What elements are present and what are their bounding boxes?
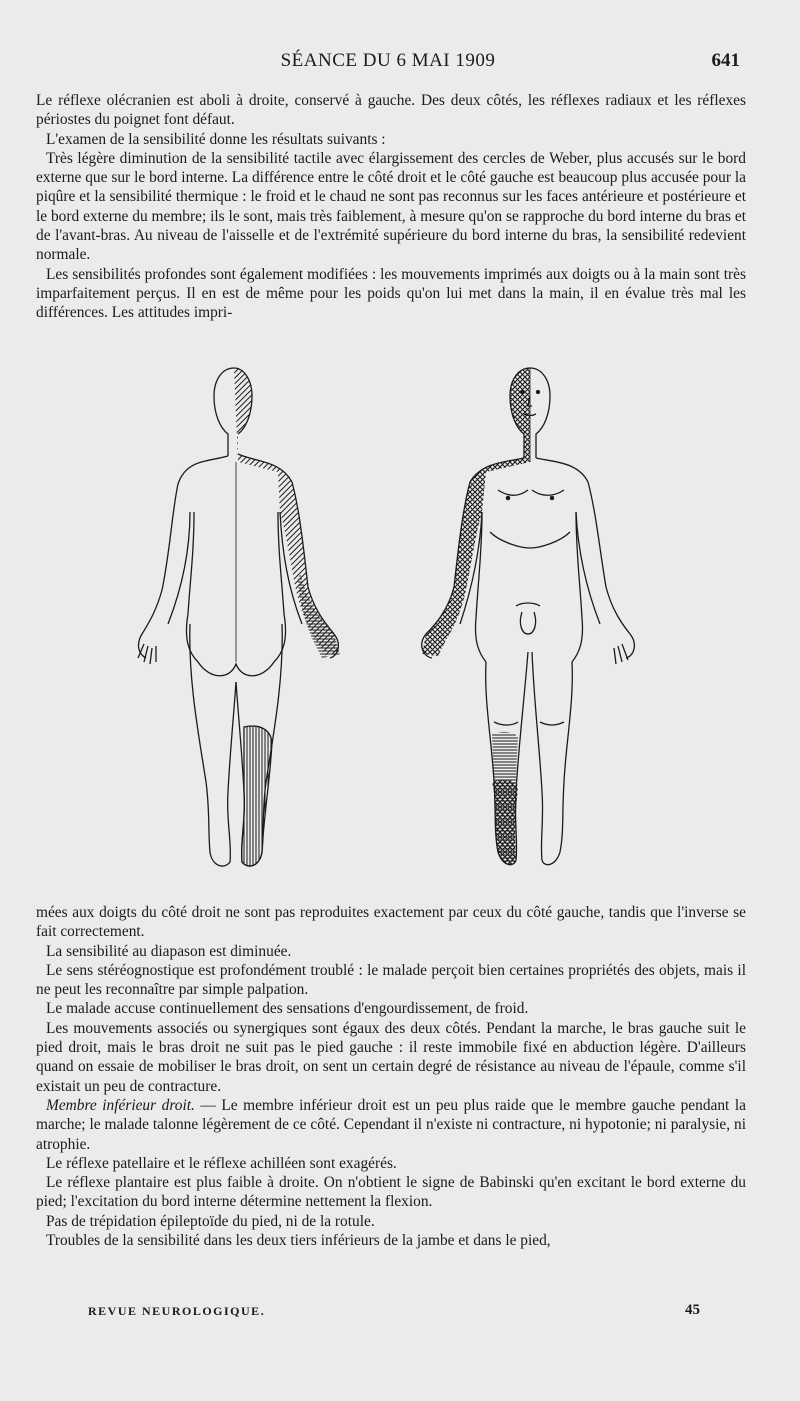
paragraph-text: — Le membre inférieur droit est un peu plus raide que le membre gauche pendant la marche; le malade talonne légèrement de ce côté. Cependant il n'existe ni contracture, ni hypotonie; ni paralysie, ni atrophie. bbox=[36, 1096, 746, 1153]
back-view-figure bbox=[138, 368, 340, 866]
paragraph: mées aux doigts du côté droit ne sont pas reproduites exactement par ceux du côté gauche, tandis que l'inverse se fait correctement. bbox=[36, 904, 746, 941]
page-number: 641 bbox=[711, 50, 740, 71]
front-view-figure bbox=[422, 368, 635, 865]
paragraph: Les mouvements associés ou synergiques sont égaux des deux côtés. Pendant la marche, le bras gauche suit le pied droit, mais le bras droit ne suit pas le pied gauche : il reste immobile fixé en abduction légère. D'ailleurs quand on essaie de mobiliser le bras droit, on sent un certain degré de résistance au niveau de l'épaule, comme s'il existait un peu de contracture. bbox=[36, 1019, 746, 1095]
text-block-top bbox=[36, 91, 746, 323]
paragraph: Le réflexe patellaire et le réflexe achilléen sont exagérés. bbox=[46, 1154, 397, 1172]
journal-name: REVUE NEUROLOGIQUE. bbox=[88, 1304, 266, 1318]
sensory-map-illustration bbox=[120, 362, 660, 882]
running-title: SÉANCE DU 6 MAI 1909 bbox=[280, 50, 496, 71]
anatomical-figure bbox=[120, 362, 660, 882]
paragraph: Le réflexe plantaire est plus faible à droite. On n'obtient le signe de Babinski qu'en excitant le bord externe du pied; l'excitation du bord interne détermine nettement la flexion. bbox=[36, 1174, 746, 1211]
text-block-bottom bbox=[36, 903, 746, 1250]
section-heading: Membre inférieur droit. bbox=[46, 1096, 195, 1114]
running-header bbox=[36, 50, 740, 76]
paragraph: Les sensibilités profondes sont également modifiées : les mouvements imprimés aux doigts ou à la main sont très imparfaitement perçus. Il en est de même pour les poids qu'on lui met dans la main, il en évalue très mal les différences. Les attitudes impri- bbox=[36, 265, 746, 322]
paragraph: Le sens stéréognostique est profondément troublé : le malade perçoit bien certaines propriétés des objets, mais il ne peut les reconnaître par simple palpation. bbox=[36, 961, 746, 999]
paragraph: Pas de trépidation épileptoïde du pied, ni de la rotule. bbox=[46, 1212, 375, 1230]
paragraph: L'examen de la sensibilité donne les résultats suivants : bbox=[46, 130, 386, 148]
paragraph: Très légère diminution de la sensibilité tactile avec élargissement des cercles de Weber, plus accusés sur le bord externe que sur le bord interne. La différence entre le côté droit et le côté gauche est beaucoup plus accusée pour la piqûre et la sensibilité thermique : le froid et le chaud ne sont pas reconnus sur les faces antérieure et postérieure et le bord externe du membre; ils le sont, mais très faiblement, à mesure qu'on se rapproche du bord interne du bras et de l'avant-bras. Au niveau de l'aisselle et de l'extrémité supérieure du bord interne du bras, la sensibilité redevient normale. bbox=[36, 149, 746, 264]
signature-number: 45 bbox=[685, 1302, 700, 1318]
paragraph: Troubles de la sensibilité dans les deux tiers inférieurs de la jambe et dans le pied, bbox=[46, 1232, 551, 1250]
paragraph: Le malade accuse continuellement des sensations d'engourdissement, de froid. bbox=[46, 1000, 529, 1018]
paragraph: Le réflexe olécranien est aboli à droite, conservé à gauche. Des deux côtés, les réflexes radiaux et les réflexes périostes du poignet font défaut. bbox=[36, 92, 746, 129]
paragraph-membre bbox=[36, 1096, 746, 1154]
page-footer bbox=[88, 1304, 700, 1326]
paragraph: La sensibilité au diapason est diminuée. bbox=[46, 942, 292, 960]
